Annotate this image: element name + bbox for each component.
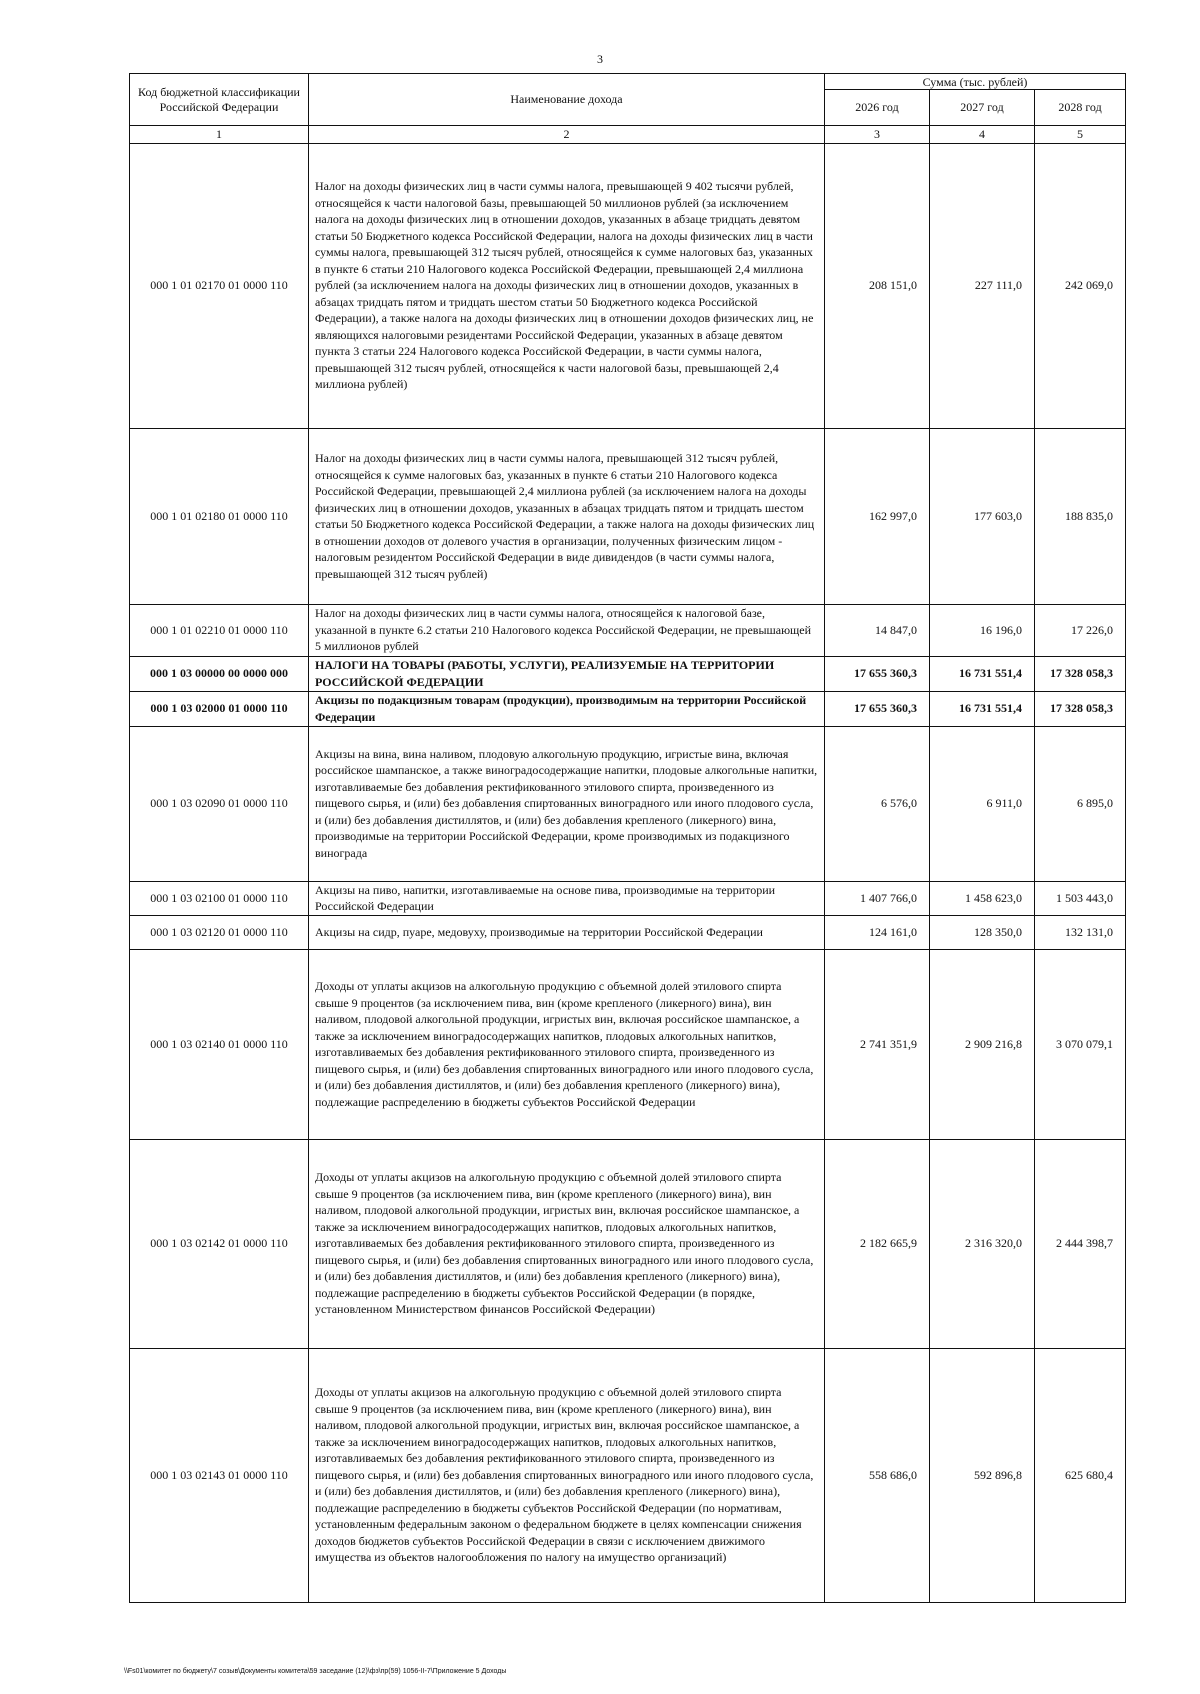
income-name: Акцизы на пиво, напитки, изготавливаемые на основе пива, производимые на территории Российской Федерации bbox=[309, 881, 825, 915]
budget-code: 000 1 03 02120 01 0000 110 bbox=[130, 915, 309, 949]
value-2027: 128 350,0 bbox=[930, 915, 1035, 949]
income-name: Акцизы на сидр, пуаре, медовуху, производимые на территории Российской Федерации bbox=[309, 915, 825, 949]
value-2027: 16 196,0 bbox=[930, 604, 1035, 656]
value-2026: 208 151,0 bbox=[825, 143, 930, 428]
value-2027: 6 911,0 bbox=[930, 726, 1035, 881]
budget-code: 000 1 03 02100 01 0000 110 bbox=[130, 881, 309, 915]
column-number: 5 bbox=[1035, 126, 1126, 144]
value-2028: 6 895,0 bbox=[1035, 726, 1126, 881]
income-name: Налог на доходы физических лиц в части суммы налога, относящейся к налоговой базе, указанной в пункте 6.2 статьи 210 Налогового кодекса Российской Федерации, не превышающей 5 миллионов рублей bbox=[309, 604, 825, 656]
column-number: 3 bbox=[825, 126, 930, 144]
column-number: 4 bbox=[930, 126, 1035, 144]
file-path-footer: \\Fs01\комитет по бюджету\7 созыв\Документы комитета\59 заседание (12)\фз\пр(59) 1056-II-7\Приложение 5 Доходы bbox=[124, 1668, 507, 1675]
header-sum: Сумма (тыс. рублей) bbox=[825, 74, 1126, 90]
budget-code: 000 1 01 02170 01 0000 110 bbox=[130, 143, 309, 428]
value-2028: 132 131,0 bbox=[1035, 915, 1126, 949]
value-2026: 17 655 360,3 bbox=[825, 656, 930, 691]
table-row bbox=[130, 604, 1126, 656]
value-2026: 2 182 665,9 bbox=[825, 1139, 930, 1348]
table-row bbox=[130, 691, 1126, 726]
value-2026: 558 686,0 bbox=[825, 1348, 930, 1602]
header-code: Код бюджетной классификации Российской Федерации bbox=[130, 74, 309, 126]
budget-code: 000 1 03 02142 01 0000 110 bbox=[130, 1139, 309, 1348]
budget-code: 000 1 01 02210 01 0000 110 bbox=[130, 604, 309, 656]
value-2027: 227 111,0 bbox=[930, 143, 1035, 428]
income-name: Налог на доходы физических лиц в части суммы налога, превышающей 9 402 тысячи рублей, относящейся к части налоговой базы, превышающей 50 миллионов рублей (за исключением налога на доходы физических лиц в отношении доходов, указанных в абзаце тридцать девятом статьи 50 Бюджетного кодекса Российской Федерации, налога на доходы физических лиц в части суммы налога, превышающей 312 тысяч рублей, относящейся к сумме налоговых баз, указанных в пункте 6 статьи 210 Налогового кодекса Российской Федерации, превышающей 2,4 миллиона рублей (за исключением налога на доходы физических лиц в отношении доходов, указанных в абзацах тридцать пятом и тридцать шестом статьи 50 Бюджетного кодекса Российской Федерации), а также налога на доходы физических лиц в отношении доходов физических лиц, не являющихся налоговыми резидентами Российской Федерации, указанных в абзаце девятом пункта 3 статьи 224 Налогового кодекса Российской Федерации, в части суммы налога, превышающей 312 тысяч рублей, относящейся к части налоговой базы, превышающей 2,4 миллиона рублей) bbox=[309, 143, 825, 428]
value-2027: 2 316 320,0 bbox=[930, 1139, 1035, 1348]
value-2028: 17 328 058,3 bbox=[1035, 691, 1126, 726]
budget-code: 000 1 01 02180 01 0000 110 bbox=[130, 428, 309, 604]
column-number: 1 bbox=[130, 126, 309, 144]
value-2026: 124 161,0 bbox=[825, 915, 930, 949]
value-2026: 1 407 766,0 bbox=[825, 881, 930, 915]
value-2028: 242 069,0 bbox=[1035, 143, 1126, 428]
value-2026: 17 655 360,3 bbox=[825, 691, 930, 726]
budget-code: 000 1 03 00000 00 0000 000 bbox=[130, 656, 309, 691]
budget-revenue-table bbox=[129, 73, 1126, 1603]
table-row bbox=[130, 726, 1126, 881]
value-2028: 17 226,0 bbox=[1035, 604, 1126, 656]
value-2027: 16 731 551,4 bbox=[930, 656, 1035, 691]
header-year-2028: 2028 год bbox=[1035, 90, 1126, 126]
budget-code: 000 1 03 02000 01 0000 110 bbox=[130, 691, 309, 726]
value-2028: 2 444 398,7 bbox=[1035, 1139, 1126, 1348]
table-row bbox=[130, 1139, 1126, 1348]
income-name: Акцизы на вина, вина наливом, плодовую алкогольную продукцию, игристые вина, включая российское шампанское, а также виноградосодержащие напитки, плодовые алкогольные напитки, изготавливаемые без добавления ректификованного этилового спирта, произведенного из пищевого сырья, и (или) без добавления спиртованных виноградного или иного плодового сусла, и (или) без добавления дистиллятов, и (или) без добавления крепленого (ликерного) вина, производимые на территории Российской Федерации, кроме производимых из подакцизного винограда bbox=[309, 726, 825, 881]
budget-code: 000 1 03 02143 01 0000 110 bbox=[130, 1348, 309, 1602]
income-name: НАЛОГИ НА ТОВАРЫ (РАБОТЫ, УСЛУГИ), РЕАЛИЗУЕМЫЕ НА ТЕРРИТОРИИ РОССИЙСКОЙ ФЕДЕРАЦИИ bbox=[309, 656, 825, 691]
header-year-2026: 2026 год bbox=[825, 90, 930, 126]
value-2027: 16 731 551,4 bbox=[930, 691, 1035, 726]
table-row bbox=[130, 1348, 1126, 1602]
value-2028: 17 328 058,3 bbox=[1035, 656, 1126, 691]
header-name: Наименование дохода bbox=[309, 74, 825, 126]
value-2028: 1 503 443,0 bbox=[1035, 881, 1126, 915]
column-number: 2 bbox=[309, 126, 825, 144]
value-2028: 188 835,0 bbox=[1035, 428, 1126, 604]
value-2026: 2 741 351,9 bbox=[825, 949, 930, 1139]
value-2027: 177 603,0 bbox=[930, 428, 1035, 604]
budget-code: 000 1 03 02140 01 0000 110 bbox=[130, 949, 309, 1139]
income-name: Доходы от уплаты акцизов на алкогольную продукцию с объемной долей этилового спирта свыше 9 процентов (за исключением пива, вин (кроме крепленого (ликерного) вина), вин наливом, плодовой алкогольной продукции, игристых вин, включая российское шампанское, а также за исключением виноградосодержащих напитков, плодовых алкогольных напитков, изготавливаемых без добавления ректификованного этилового спирта, произведенного из пищевого сырья, и (или) без добавления спиртованных виноградного или иного плодового сусла, и (или) без добавления дистиллятов, и (или) без добавления крепленого (ликерного) вина), подлежащие распределению в бюджеты субъектов Российской Федерации (по нормативам, установленным федеральным законом о федеральном бюджете в целях компенсации снижения доходов бюджетов субъектов Российской Федерации в связи с исключением движимого имущества из объектов налогообложения по налогу на имущество организаций) bbox=[309, 1348, 825, 1602]
income-name: Налог на доходы физических лиц в части суммы налога, превышающей 312 тысяч рублей, относящейся к сумме налоговых баз, указанных в пункте 6 статьи 210 Налогового кодекса Российской Федерации, превышающей 2,4 миллиона рублей (за исключением налога на доходы физических лиц в отношении доходов, указанных в абзацах тридцать пятом и тридцать шестом статьи 50 Бюджетного кодекса Российской Федерации, а также налога на доходы физических лиц в отношении доходов от долевого участия в организации, полученных физическим лицом - налоговым резидентом Российской Федерации в виде дивидендов (в части суммы налога, превышающей 312 тысяч рублей) bbox=[309, 428, 825, 604]
value-2027: 1 458 623,0 bbox=[930, 881, 1035, 915]
value-2028: 625 680,4 bbox=[1035, 1348, 1126, 1602]
income-name: Акцизы по подакцизным товарам (продукции), производимым на территории Российской Федерации bbox=[309, 691, 825, 726]
table-row bbox=[130, 428, 1126, 604]
table-row bbox=[130, 949, 1126, 1139]
table-row bbox=[130, 915, 1126, 949]
value-2026: 14 847,0 bbox=[825, 604, 930, 656]
table-row bbox=[130, 143, 1126, 428]
budget-code: 000 1 03 02090 01 0000 110 bbox=[130, 726, 309, 881]
value-2026: 162 997,0 bbox=[825, 428, 930, 604]
value-2027: 2 909 216,8 bbox=[930, 949, 1035, 1139]
value-2026: 6 576,0 bbox=[825, 726, 930, 881]
value-2027: 592 896,8 bbox=[930, 1348, 1035, 1602]
header-year-2027: 2027 год bbox=[930, 90, 1035, 126]
income-name: Доходы от уплаты акцизов на алкогольную продукцию с объемной долей этилового спирта свыше 9 процентов (за исключением пива, вин (кроме крепленого (ликерного) вина), вин наливом, плодовой алкогольной продукции, игристых вин, включая российское шампанское, а также за исключением виноградосодержащих напитков, плодовых алкогольных напитков, изготавливаемых без добавления ректификованного этилового спирта, произведенного из пищевого сырья, и (или) без добавления спиртованных виноградного или иного плодового сусла, и (или) без добавления дистиллятов, и (или) без добавления крепленого (ликерного) вина), подлежащие распределению в бюджеты субъектов Российской Федерации (в порядке, установленном Министерством финансов Российской Федерации) bbox=[309, 1139, 825, 1348]
income-name: Доходы от уплаты акцизов на алкогольную продукцию с объемной долей этилового спирта свыше 9 процентов (за исключением пива, вин (кроме крепленого (ликерного) вина), вин наливом, плодовой алкогольной продукции, игристых вин, включая российское шампанское, а также за исключением виноградосодержащих напитков, плодовых алкогольных напитков, изготавливаемых без добавления ректификованного этилового спирта, произведенного из пищевого сырья, и (или) без добавления спиртованных виноградного или иного плодового сусла, и (или) без добавления дистиллятов, и (или) без добавления крепленого (ликерного) вина), подлежащие распределению в бюджеты субъектов Российской Федерации bbox=[309, 949, 825, 1139]
table-row bbox=[130, 881, 1126, 915]
page-number: 3 bbox=[597, 52, 603, 66]
table-row bbox=[130, 656, 1126, 691]
value-2028: 3 070 079,1 bbox=[1035, 949, 1126, 1139]
